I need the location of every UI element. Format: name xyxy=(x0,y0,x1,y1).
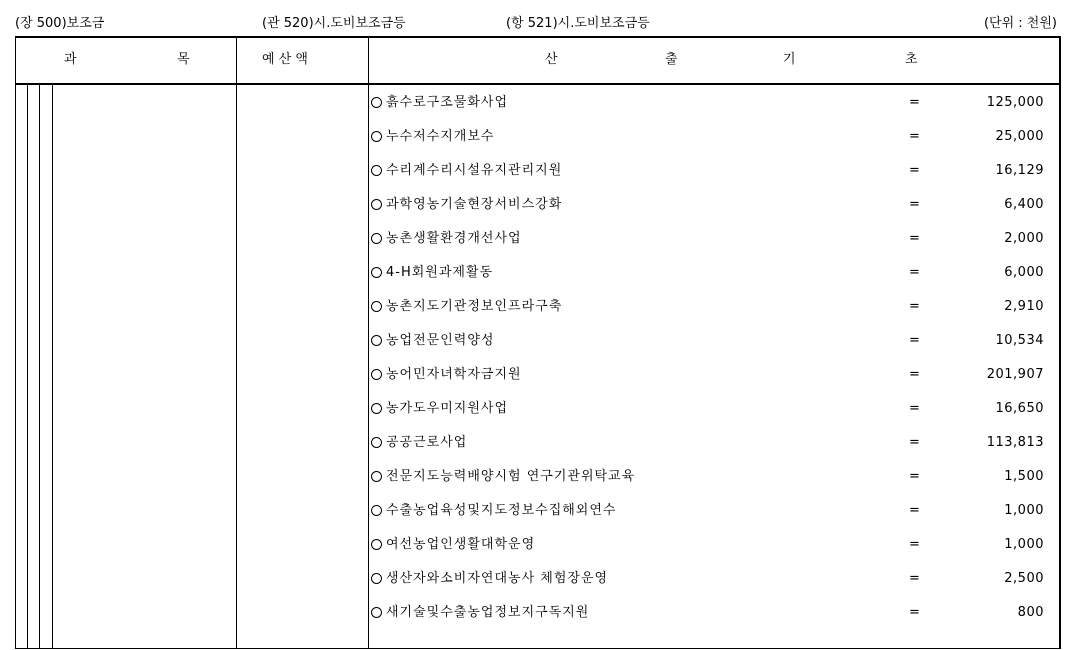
item-name: 공공근로사업 xyxy=(386,435,468,450)
circle-bullet-icon xyxy=(371,267,382,278)
item-amount: 16,129 xyxy=(995,163,1044,178)
item-name: 수리계수리시설유지관리지원 xyxy=(386,163,563,178)
equals-sign: = xyxy=(909,435,920,450)
circle-bullet-icon xyxy=(371,471,382,482)
equals-sign: = xyxy=(909,605,920,620)
table-bottom-border xyxy=(15,648,1060,649)
list-item xyxy=(371,596,1046,630)
equals-sign: = xyxy=(909,163,920,178)
item-amount: 800 xyxy=(1017,605,1044,620)
circle-bullet-icon xyxy=(371,539,382,550)
list-item xyxy=(371,324,1046,358)
circle-bullet-icon xyxy=(371,505,382,516)
list-item xyxy=(371,426,1046,460)
circle-bullet-icon xyxy=(371,97,382,108)
item-name: 흙수로구조물화사업 xyxy=(386,95,509,110)
item-amount: 2,910 xyxy=(1004,299,1044,314)
budget-column-divider xyxy=(236,36,237,649)
equals-sign: = xyxy=(909,333,920,348)
list-item xyxy=(371,154,1046,188)
equals-sign: = xyxy=(909,401,920,416)
list-item xyxy=(371,222,1046,256)
equals-sign: = xyxy=(909,265,920,280)
list-item xyxy=(371,494,1046,528)
item-name: 수출농업육성및지도정보수집해외연수 xyxy=(386,503,617,518)
item-amount: 2,000 xyxy=(1004,231,1044,246)
item-amount: 2,500 xyxy=(1004,571,1044,586)
item-amount: 25,000 xyxy=(995,129,1044,144)
unit-label: (단위 : 천원) xyxy=(983,16,1057,31)
item-amount: 113,813 xyxy=(986,435,1044,450)
item-amount: 125,000 xyxy=(986,95,1044,110)
item-name: 4-H회원과제활동 xyxy=(386,265,494,280)
equals-sign: = xyxy=(909,367,920,382)
circle-bullet-icon xyxy=(371,607,382,618)
equals-sign: = xyxy=(909,503,920,518)
mok-sub-divider xyxy=(52,85,53,649)
list-item xyxy=(371,188,1046,222)
list-item xyxy=(371,256,1046,290)
hang-sub-divider xyxy=(39,85,40,649)
item-amount: 201,907 xyxy=(986,367,1044,382)
column-header-gi: 기 xyxy=(783,52,796,67)
item-name: 농가도우미지원사업 xyxy=(386,401,509,416)
circle-bullet-icon xyxy=(371,233,382,244)
item-name: 새기술및수출농업정보지구독지원 xyxy=(386,605,590,620)
column-header-budget: 예 산 액 xyxy=(262,52,308,67)
jang-label: (장 500)보조금 xyxy=(15,16,105,31)
list-item xyxy=(371,460,1046,494)
item-name: 여선농업인생활대학운영 xyxy=(386,537,536,552)
item-amount: 1,500 xyxy=(1004,469,1044,484)
list-item xyxy=(371,528,1046,562)
list-item xyxy=(371,562,1046,596)
item-list xyxy=(371,86,1046,630)
item-name: 생산자와소비자연대농사 체험장운영 xyxy=(386,571,609,586)
item-name: 농업전문인력양성 xyxy=(386,333,495,348)
column-header-cho: 초 xyxy=(905,52,918,67)
circle-bullet-icon xyxy=(371,301,382,312)
item-amount: 6,400 xyxy=(1004,197,1044,212)
list-item xyxy=(371,120,1046,154)
equals-sign: = xyxy=(909,571,920,586)
equals-sign: = xyxy=(909,129,920,144)
circle-bullet-icon xyxy=(371,131,382,142)
list-item xyxy=(371,86,1046,120)
item-name: 전문지도능력배양시험 연구기관위탁교육 xyxy=(386,469,636,484)
item-amount: 1,000 xyxy=(1004,537,1044,552)
item-name: 누수저수지개보수 xyxy=(386,129,495,144)
column-header-chul: 출 xyxy=(665,52,678,67)
circle-bullet-icon xyxy=(371,573,382,584)
item-name: 농촌지도기관정보인프라구축 xyxy=(386,299,563,314)
equals-sign: = xyxy=(909,537,920,552)
equals-sign: = xyxy=(909,231,920,246)
table-left-border xyxy=(15,36,16,649)
item-amount: 6,000 xyxy=(1004,265,1044,280)
circle-bullet-icon xyxy=(371,199,382,210)
detail-column-divider xyxy=(368,36,369,649)
equals-sign: = xyxy=(909,469,920,484)
header-bottom-border xyxy=(15,83,1060,85)
table-top-border xyxy=(15,36,1060,38)
gwan-label: (관 520)시.도비보조금등 xyxy=(262,16,406,31)
item-amount: 10,534 xyxy=(995,333,1044,348)
hang-label: (항 521)시.도비보조금등 xyxy=(506,16,650,31)
item-amount: 1,000 xyxy=(1004,503,1044,518)
item-name: 농촌생활환경개선사업 xyxy=(386,231,522,246)
circle-bullet-icon xyxy=(371,165,382,176)
item-name: 과학영농기술현장서비스강화 xyxy=(386,197,563,212)
column-header-san: 산 xyxy=(545,52,558,67)
list-item xyxy=(371,358,1046,392)
table-right-border xyxy=(1059,36,1061,649)
equals-sign: = xyxy=(909,197,920,212)
column-header-mok: 목 xyxy=(177,52,190,67)
column-header-gwa: 과 xyxy=(64,52,77,67)
equals-sign: = xyxy=(909,299,920,314)
list-item xyxy=(371,392,1046,426)
equals-sign: = xyxy=(909,95,920,110)
item-name: 농어민자녀학자금지원 xyxy=(386,367,522,382)
list-item xyxy=(371,290,1046,324)
circle-bullet-icon xyxy=(371,437,382,448)
gwan-sub-divider xyxy=(27,85,28,649)
circle-bullet-icon xyxy=(371,403,382,414)
circle-bullet-icon xyxy=(371,335,382,346)
circle-bullet-icon xyxy=(371,369,382,380)
item-amount: 16,650 xyxy=(995,401,1044,416)
